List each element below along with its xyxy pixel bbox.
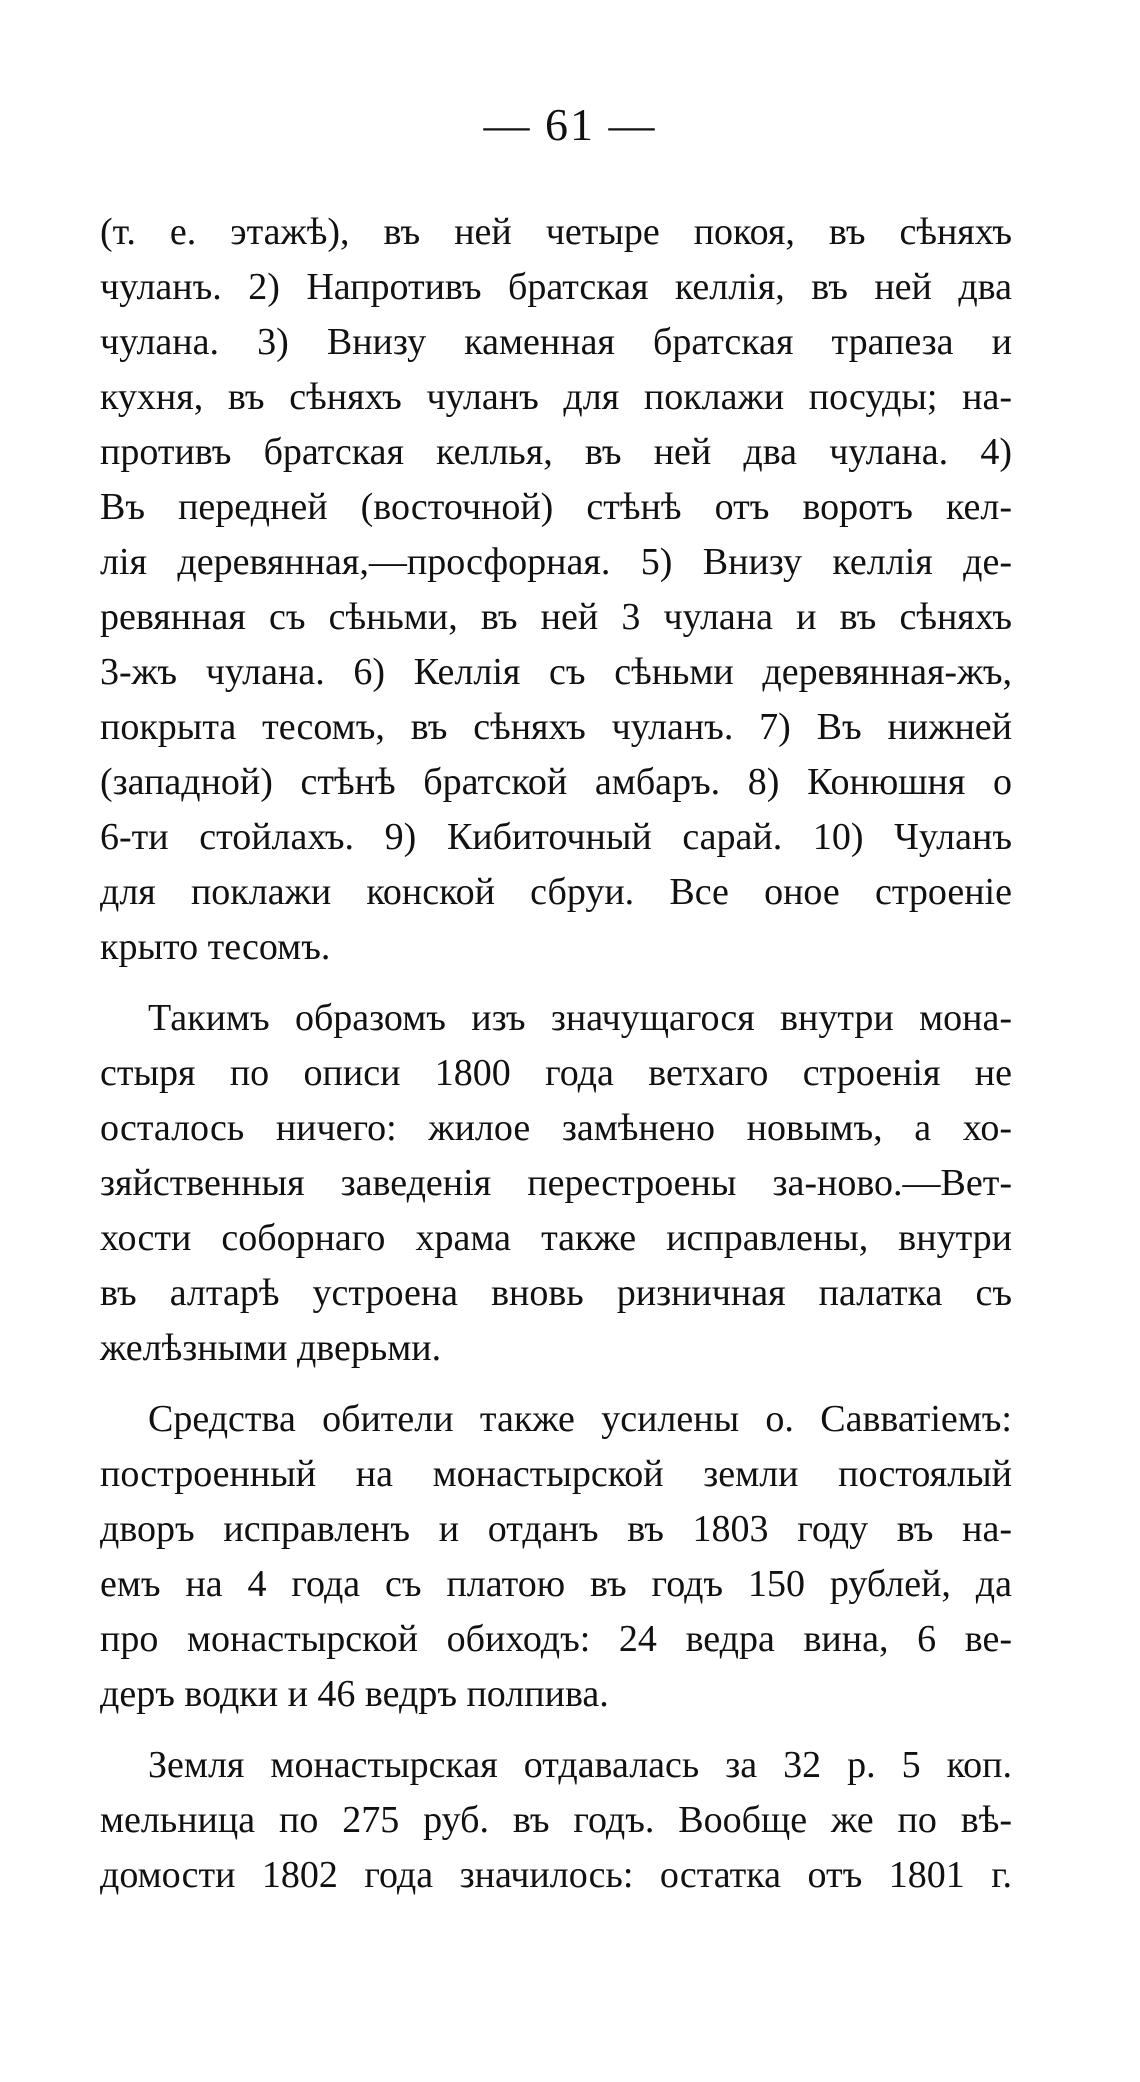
text-line: покрыта тесомъ, въ сѣняхъ чуланъ. 7) Въ нижней <box>100 706 1012 748</box>
text-line: про монастырской обиходъ: 24 ведра вина, 6 ве- <box>100 1618 1012 1660</box>
text-line: дворъ исправленъ и отданъ въ 1803 году въ на- <box>100 1508 1012 1550</box>
text-line: емъ на 4 года съ платою въ годъ 150 рублей, да <box>100 1563 1012 1605</box>
text-line: противъ братская келлья, въ ней два чулана. 4) <box>100 431 1012 473</box>
text-line: для поклажи конской сбруи. Все оное строеніе <box>100 871 1012 913</box>
paragraph-2 <box>100 991 1012 1376</box>
text-line: построенный на монастырской земли постоялый <box>100 1453 1012 1495</box>
text-line: стыря по описи 1800 года ветхаго строенія не <box>100 1052 1012 1094</box>
text-line: домости 1802 года значилось: остатка отъ 1801 г. <box>100 1854 1012 1896</box>
text-line: Земля монастырская отдавалась за 32 р. 5 коп. <box>148 1744 1012 1786</box>
text-line: чулана. 3) Внизу каменная братская трапеза и <box>100 321 1012 363</box>
text-line: 6-ти стойлахъ. 9) Кибиточный сарай. 10) Чуланъ <box>100 816 1012 858</box>
text-line: желѣзными дверьми. <box>100 1327 442 1369</box>
paragraph-gap <box>100 1722 1012 1738</box>
text-line: чуланъ. 2) Напротивъ братская келлія, въ ней два <box>100 266 1012 308</box>
text-line: ревянная съ сѣньми, въ ней 3 чулана и въ сѣняхъ <box>100 596 1012 638</box>
text-line: кухня, въ сѣняхъ чуланъ для поклажи посуды; на- <box>100 376 1012 418</box>
text-line: лія деревянная,—просфорная. 5) Внизу келлія де- <box>100 541 1012 583</box>
paragraph-gap <box>100 1376 1012 1392</box>
paragraph-1 <box>100 205 1012 975</box>
text-line: деръ водки и 46 ведръ полпива. <box>100 1673 609 1715</box>
text-line: (западной) стѣнѣ братской амбаръ. 8) Конюшня о <box>100 761 1012 803</box>
page-text <box>100 205 1012 1903</box>
text-line: Средства обители также усилены о. Савватіемъ: <box>148 1398 1012 1440</box>
text-line: въ алтарѣ устроена вновь ризничная палатка съ <box>100 1272 1012 1314</box>
text-line: Въ передней (восточной) стѣнѣ отъ воротъ кел- <box>100 486 1012 528</box>
text-line: 3-жъ чулана. 6) Келлія съ сѣньми деревянная-жъ, <box>100 651 1012 693</box>
text-line: крыто тесомъ. <box>100 926 331 968</box>
paragraph-4 <box>100 1738 1012 1903</box>
text-line: осталось ничего: жилое замѣнено новымъ, а хо- <box>100 1107 1012 1149</box>
page-number: — 61 — <box>483 99 657 150</box>
text-line: мельница по 275 руб. въ годъ. Вообще же по вѣ- <box>100 1799 1012 1841</box>
text-line: зяйственныя заведенія перестроены за-ново.—Вет- <box>100 1162 1012 1204</box>
text-line: Такимъ образомъ изъ значущагося внутри мона- <box>148 997 1012 1039</box>
paragraph-3 <box>100 1392 1012 1722</box>
text-line: (т. е. этажѣ), въ ней четыре покоя, въ сѣняхъ <box>100 211 1012 253</box>
text-line: хости соборнаго храма также исправлены, внутри <box>100 1217 1012 1259</box>
paragraph-gap <box>100 975 1012 991</box>
